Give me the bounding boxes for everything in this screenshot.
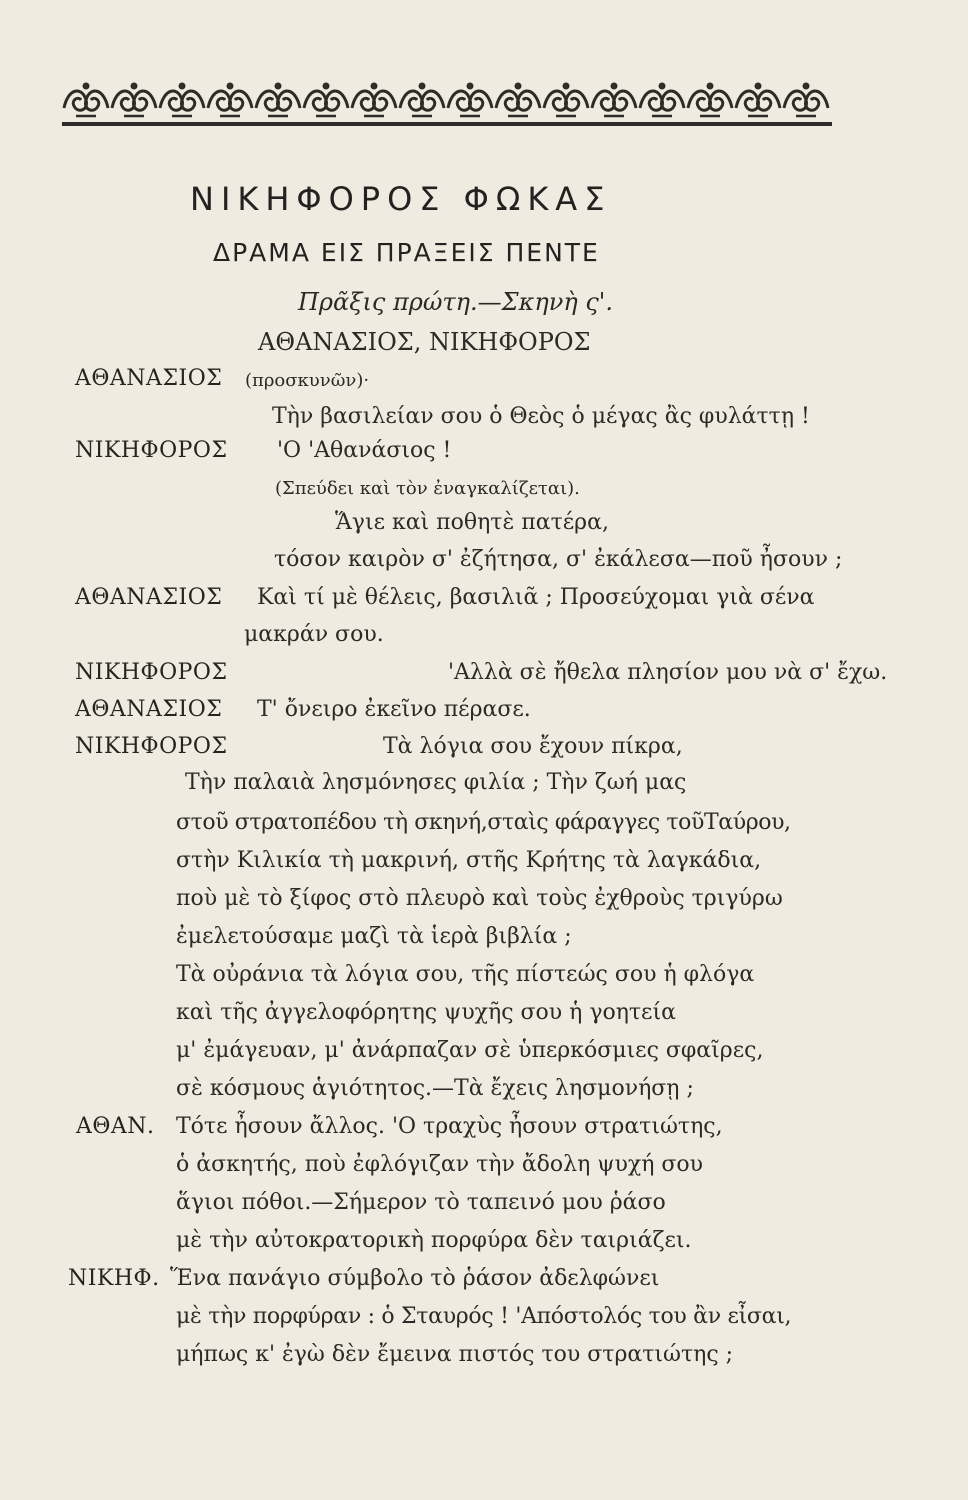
dialogue-line: μ' ἐμάγευαν, μ' ἀνάρπαζαν σὲ ὑπερκόσμιες σφαῖρες, <box>176 1038 764 1063</box>
dialogue-line: μήπως κ' ἐγὼ δὲν ἔμεινα πιστός του στρατιώτης ; <box>176 1342 734 1367</box>
dialogue-line: στὴν Κιλικία τὴ μακρινή, στῆς Κρήτης τὰ λαγκάδια, <box>176 848 762 873</box>
speaker-name: ΝΙΚΗΦ. <box>68 1266 160 1291</box>
decorative-ornament-band <box>62 78 832 130</box>
speaker-name: ΑΘΑΝ. <box>76 1114 155 1139</box>
dialogue-line: ὁ ἀσκητής, ποὺ ἐφλόγιζαν τὴν ἄδολη ψυχή σου <box>176 1152 704 1177</box>
play-title: ΝΙΚΗΦΟΡΟΣ ΦΩΚΑΣ <box>190 180 612 218</box>
dialogue-line: Τὴν βασιλείαν σου ὁ Θεὸς ὁ μέγας ἂς φυλάττῃ ! <box>272 404 810 429</box>
speaker-name: ΝΙΚΗΦΟΡΟΣ <box>75 660 228 685</box>
play-subtitle: ΔΡΑΜΑ ΕΙΣ ΠΡΑΞΕΙΣ ΠΕΝΤΕ <box>213 238 600 267</box>
dialogue-line: ἅγιοι πόθοι.—Σήμερον τὸ ταπεινό μου ῥάσο <box>176 1190 666 1215</box>
dialogue-line: 'Αλλὰ σὲ ἤθελα πλησίον μου νὰ σ' ἔχω. <box>448 660 888 685</box>
scene-characters: ΑΘΑΝΑΣΙΟΣ, ΝΙΚΗΦΟΡΟΣ <box>258 328 591 356</box>
speaker-name: ΑΘΑΝΑΣΙΟΣ <box>75 366 223 391</box>
act-scene-heading: Πρᾶξις πρώτη.—Σκηνὴ ς'. <box>298 288 614 316</box>
dialogue-line: Ἕνα πανάγιο σύμβολο τὸ ῥάσον ἀδελφώνει <box>170 1266 660 1291</box>
dialogue-line: Τότε ἦσουν ἄλλος. 'Ο τραχὺς ἦσουν στρατιώτης, <box>176 1114 723 1139</box>
dialogue-line: Τὴν παλαιὰ λησμόνησες φιλία ; Τὴν ζωή μας <box>185 770 687 795</box>
speaker-name: ΝΙΚΗΦΟΡΟΣ <box>75 438 228 463</box>
dialogue-line: καὶ τῆς ἀγγελοφόρητης ψυχῆς σου ἡ γοητεία <box>176 1000 676 1025</box>
dialogue-line: Τὰ οὐράνια τὰ λόγια σου, τῆς πίστεώς σου ἡ φλόγα <box>176 962 755 987</box>
dialogue-line: μακράν σου. <box>244 622 384 647</box>
dialogue-line: μὲ τὴν πορφύραν : ὁ Σταυρός ! 'Απόστολός του ἂν εἶσαι, <box>176 1304 792 1329</box>
dialogue-line: στοῦ στρατοπέδου τὴ σκηνή,σταὶς φάραγγες τοῦΤαύρου, <box>176 810 791 835</box>
dialogue-line: τόσον καιρὸν σ' ἐζήτησα, σ' ἐκάλεσα—ποῦ ἦσουν ; <box>274 547 843 572</box>
dialogue-line: σὲ κόσμους ἁγιότητος.—Τὰ ἔχεις λησμονήσῃ ; <box>176 1076 694 1101</box>
stage-direction: (Σπεύδει καὶ τὸν ἐναγκαλίζεται). <box>275 478 580 499</box>
dialogue-line: ἐμελετούσαμε μαζὶ τὰ ἱερὰ βιβλία ; <box>176 924 572 949</box>
speaker-name: ΑΘΑΝΑΣΙΟΣ <box>75 697 223 722</box>
dialogue-line: ποὺ μὲ τὸ ξίφος στὸ πλευρὸ καὶ τοὺς ἐχθροὺς τριγύρω <box>176 886 783 911</box>
speaker-name: ΑΘΑΝΑΣΙΟΣ <box>75 585 223 610</box>
dialogue-line: Τ' ὄνειρο ἐκεῖνο πέρασε. <box>257 697 531 722</box>
dialogue-line: 'Ο 'Αθανάσιος ! <box>277 438 452 463</box>
dialogue-line: Τὰ λόγια σου ἔχουν πίκρα, <box>383 734 683 759</box>
speaker-name: ΝΙΚΗΦΟΡΟΣ <box>75 734 228 759</box>
stage-direction: (προσκυνῶν)· <box>245 370 370 391</box>
dialogue-line: Ἅγιε καὶ ποθητὲ πατέρα, <box>335 510 609 535</box>
dialogue-line: μὲ τὴν αὐτοκρατορικὴ πορφύρα δὲν ταιριάζει. <box>176 1228 692 1253</box>
dialogue-line: Καὶ τί μὲ θέλεις, βασιλιᾶ ; Προσεύχομαι γιὰ σένα <box>257 585 815 610</box>
